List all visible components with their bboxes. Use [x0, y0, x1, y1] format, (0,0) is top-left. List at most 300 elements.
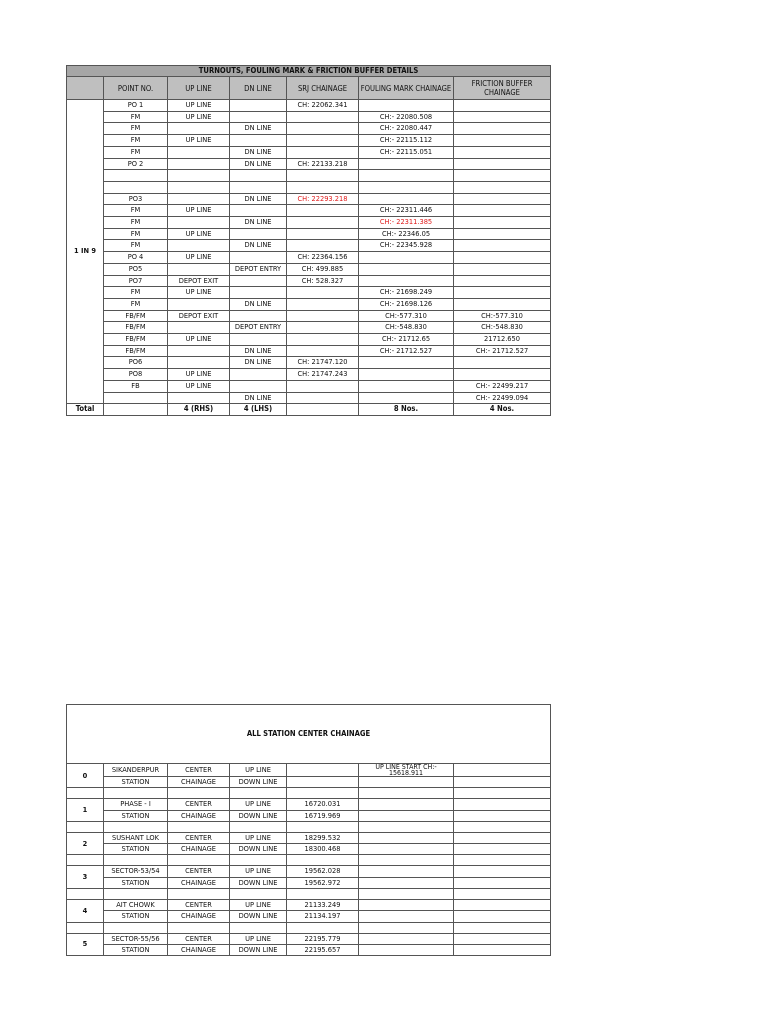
- table-cell: [359, 777, 454, 788]
- up-line-label: UP LINE: [230, 933, 287, 944]
- station-row: [67, 933, 551, 944]
- up-line-label: UP LINE: [230, 900, 287, 911]
- table-cell: PO 1: [104, 100, 168, 112]
- table-cell: [168, 357, 230, 369]
- table-cell: [287, 287, 359, 299]
- table-cell: [230, 205, 287, 217]
- station-note: [359, 866, 454, 877]
- station-row: [67, 799, 551, 810]
- table-cell: [168, 217, 230, 229]
- down-chainage: 22195.657: [287, 944, 359, 955]
- table-cell: [168, 123, 230, 135]
- table-cell: [287, 170, 359, 182]
- table-cell: [287, 205, 359, 217]
- table-cell: [104, 404, 168, 416]
- table-cell: [359, 170, 454, 182]
- table-cell: [287, 123, 359, 135]
- table-cell: [230, 252, 287, 264]
- table-cell: DN LINE: [230, 298, 287, 310]
- station-index: 4: [67, 900, 104, 923]
- table-cell: [168, 392, 230, 404]
- table-row: [67, 298, 551, 310]
- table-cell: [168, 263, 230, 275]
- table-cell: CH: 21747.243: [287, 369, 359, 381]
- chainage-label: CHAINAGE: [168, 944, 230, 955]
- table-cell: [230, 111, 287, 123]
- down-line-label: DOWN LINE: [230, 911, 287, 922]
- down-line-label: DOWN LINE: [230, 844, 287, 855]
- table-cell: [230, 135, 287, 147]
- table-cell: [230, 275, 287, 287]
- total-up: 4 (RHS): [168, 404, 230, 416]
- center-label: CENTER: [168, 832, 230, 843]
- table-cell: FM: [104, 123, 168, 135]
- table-cell: [287, 404, 359, 416]
- spacer-cell: [104, 821, 168, 832]
- table-cell: [359, 877, 454, 888]
- station-name: SECTOR-55/56: [104, 933, 168, 944]
- table-cell: CH:- 21698.249: [359, 287, 454, 299]
- column-header: FOULING MARK CHAINAGE: [359, 77, 454, 100]
- table-cell: [359, 252, 454, 264]
- table-cell: [168, 345, 230, 357]
- table-cell: CH:- 22499.094: [454, 392, 551, 404]
- down-chainage: 18300.468: [287, 844, 359, 855]
- table-cell: DEPOT ENTRY: [230, 322, 287, 334]
- table-row: [67, 240, 551, 252]
- spacer-cell: [168, 855, 230, 866]
- total-row: [67, 404, 551, 416]
- table-cell: [230, 380, 287, 392]
- spacer-cell: [104, 922, 168, 933]
- spacer-cell: [168, 788, 230, 799]
- down-line-label: DOWN LINE: [230, 944, 287, 955]
- table-cell: [454, 263, 551, 275]
- table-cell: [230, 181, 287, 193]
- table-cell: [287, 298, 359, 310]
- table-cell: CH: 22364.156: [287, 252, 359, 264]
- up-line-label: UP LINE: [230, 764, 287, 777]
- table-cell: CH:-577.310: [454, 310, 551, 322]
- table-row: [67, 334, 551, 346]
- table-cell: FB/FM: [104, 310, 168, 322]
- spacer-row: [67, 922, 551, 933]
- spacer-cell: [359, 855, 454, 866]
- chainage-label: CHAINAGE: [168, 810, 230, 821]
- table-cell: CH: 21747.120: [287, 357, 359, 369]
- table-cell: CH:-577.310: [359, 310, 454, 322]
- table-cell: [454, 111, 551, 123]
- spacer-cell: [287, 922, 359, 933]
- spacer-cell: [287, 788, 359, 799]
- table-cell: DN LINE: [230, 357, 287, 369]
- down-chainage: [287, 777, 359, 788]
- table-cell: [454, 810, 551, 821]
- table-row: [67, 287, 551, 299]
- table-cell: [454, 799, 551, 810]
- total-fb: 4 Nos.: [454, 404, 551, 416]
- table-cell: FM: [104, 298, 168, 310]
- table-cell: [230, 287, 287, 299]
- table-cell: CH:- 22345.928: [359, 240, 454, 252]
- table-row: [67, 181, 551, 193]
- station-note: [359, 832, 454, 843]
- table-cell: CH:- 22311.446: [359, 205, 454, 217]
- center-label: CENTER: [168, 866, 230, 877]
- table-cell: CH:- 22115.051: [359, 146, 454, 158]
- table-cell: 21712.650: [454, 334, 551, 346]
- up-chainage: 16720.031: [287, 799, 359, 810]
- chainage-label: CHAINAGE: [168, 844, 230, 855]
- up-line-label: UP LINE: [230, 799, 287, 810]
- table-cell: CH:- 22499.217: [454, 380, 551, 392]
- spacer-cell: [168, 821, 230, 832]
- station-suffix: STATION: [104, 911, 168, 922]
- table-cell: FM: [104, 135, 168, 147]
- table-cell: FM: [104, 205, 168, 217]
- table-cell: [454, 275, 551, 287]
- table-cell: [359, 193, 454, 205]
- spacer-row: [67, 788, 551, 799]
- column-header: SRJ CHAINAGE: [287, 77, 359, 100]
- spacer-row: [67, 889, 551, 900]
- table-cell: [454, 369, 551, 381]
- spacer-cell: [359, 788, 454, 799]
- station-index: 3: [67, 866, 104, 889]
- table-cell: [287, 310, 359, 322]
- table-cell: DN LINE: [230, 158, 287, 170]
- down-chainage: 19562.972: [287, 877, 359, 888]
- table-cell: DEPOT ENTRY: [230, 263, 287, 275]
- table-cell: [230, 334, 287, 346]
- table-cell: [454, 193, 551, 205]
- up-line-label: UP LINE: [230, 866, 287, 877]
- table-cell: [454, 170, 551, 182]
- table-cell: [230, 369, 287, 381]
- center-label: CENTER: [168, 933, 230, 944]
- table-row: [67, 369, 551, 381]
- table-cell: [359, 944, 454, 955]
- table-cell: CH:- 22311.385: [359, 217, 454, 229]
- column-header: UP LINE: [168, 77, 230, 100]
- table-cell: PO8: [104, 369, 168, 381]
- table-cell: [168, 146, 230, 158]
- table-cell: [359, 810, 454, 821]
- table-cell: DEPOT EXIT: [168, 310, 230, 322]
- table-cell: UP LINE: [168, 369, 230, 381]
- table-header-row: [67, 77, 551, 100]
- table-cell: [287, 345, 359, 357]
- table-cell: [454, 252, 551, 264]
- table-row: [67, 310, 551, 322]
- spacer-row: [67, 855, 551, 866]
- table-cell: [287, 135, 359, 147]
- station-row: [67, 777, 551, 788]
- table-cell: [454, 764, 551, 777]
- down-line-label: DOWN LINE: [230, 877, 287, 888]
- table-cell: [454, 866, 551, 877]
- table-row: [67, 111, 551, 123]
- center-label: CENTER: [168, 900, 230, 911]
- table-row: [67, 123, 551, 135]
- up-line-label: UP LINE: [230, 832, 287, 843]
- down-line-label: DOWN LINE: [230, 777, 287, 788]
- spacer-cell: [287, 821, 359, 832]
- spacer-cell: [359, 821, 454, 832]
- table-cell: DN LINE: [230, 217, 287, 229]
- table-cell: [168, 240, 230, 252]
- table-cell: [287, 392, 359, 404]
- table-cell: [168, 158, 230, 170]
- table-cell: [359, 158, 454, 170]
- table-cell: [230, 228, 287, 240]
- turnouts-table: [66, 65, 551, 416]
- table-cell: DN LINE: [230, 123, 287, 135]
- station-index: 5: [67, 933, 104, 956]
- spacer-cell: [104, 788, 168, 799]
- station-note: [359, 933, 454, 944]
- table-cell: CH:-548.830: [359, 322, 454, 334]
- table-cell: FB/FM: [104, 345, 168, 357]
- spacer-cell: [104, 889, 168, 900]
- table-row: [67, 170, 551, 182]
- station-row: [67, 877, 551, 888]
- table-cell: CH: 22062.341: [287, 100, 359, 112]
- group-label: 1 IN 9: [67, 100, 104, 404]
- table-cell: [287, 217, 359, 229]
- station-chainage-table: [66, 704, 551, 956]
- spacer-cell: [230, 855, 287, 866]
- station-name: SECTOR-53/54: [104, 866, 168, 877]
- chainage-label: CHAINAGE: [168, 911, 230, 922]
- table-cell: DEPOT EXIT: [168, 275, 230, 287]
- up-chainage: [287, 764, 359, 777]
- up-chainage: 18299.532: [287, 832, 359, 843]
- table-row: [67, 357, 551, 369]
- table-cell: [287, 322, 359, 334]
- table-cell: CH:- 21712.65: [359, 334, 454, 346]
- spacer-cell: [454, 788, 551, 799]
- table-cell: [454, 877, 551, 888]
- table-cell: CH: 22133.218: [287, 158, 359, 170]
- down-line-label: DOWN LINE: [230, 810, 287, 821]
- table-cell: [168, 298, 230, 310]
- station-row: [67, 810, 551, 821]
- table-cell: PO 2: [104, 158, 168, 170]
- table-cell: FM: [104, 217, 168, 229]
- table-title-row: [67, 66, 551, 77]
- station-row: [67, 866, 551, 877]
- spacer-cell: [230, 821, 287, 832]
- table-cell: [168, 181, 230, 193]
- table-title: TURNOUTS, FOULING MARK & FRICTION BUFFER DETAILS: [67, 66, 551, 77]
- table-cell: [454, 298, 551, 310]
- table-cell: [287, 181, 359, 193]
- table-cell: [359, 380, 454, 392]
- table-cell: [359, 100, 454, 112]
- spacer-cell: [454, 821, 551, 832]
- up-chainage: 21133.249: [287, 900, 359, 911]
- table-cell: UP LINE: [168, 100, 230, 112]
- table-cell: [287, 111, 359, 123]
- table-cell: CH:- 22080.447: [359, 123, 454, 135]
- table-cell: UP LINE: [168, 228, 230, 240]
- table-cell: [454, 933, 551, 944]
- spacer-cell: [67, 788, 104, 799]
- table-row: [67, 100, 551, 112]
- spacer-cell: [67, 855, 104, 866]
- station-row: [67, 900, 551, 911]
- table-row: [67, 345, 551, 357]
- table-cell: [454, 205, 551, 217]
- station-row: [67, 844, 551, 855]
- table-row: [67, 252, 551, 264]
- station-suffix: STATION: [104, 944, 168, 955]
- table-cell: [104, 181, 168, 193]
- table-cell: FM: [104, 240, 168, 252]
- table-cell: [359, 275, 454, 287]
- table-row: [67, 205, 551, 217]
- table-cell: FB: [104, 380, 168, 392]
- table-cell: UP LINE: [168, 111, 230, 123]
- table-row: [67, 392, 551, 404]
- table-cell: FB/FM: [104, 334, 168, 346]
- table-cell: UP LINE: [168, 287, 230, 299]
- table-cell: PO5: [104, 263, 168, 275]
- table-cell: CH: 528.327: [287, 275, 359, 287]
- spacer-cell: [287, 855, 359, 866]
- table-cell: [454, 181, 551, 193]
- station-name: SUSHANT LOK: [104, 832, 168, 843]
- up-chainage: 22195.779: [287, 933, 359, 944]
- station-name: AIT CHOWK: [104, 900, 168, 911]
- table-cell: DN LINE: [230, 392, 287, 404]
- table-cell: [454, 777, 551, 788]
- table-cell: [287, 380, 359, 392]
- table-cell: [359, 357, 454, 369]
- table-cell: [104, 392, 168, 404]
- station-suffix: STATION: [104, 844, 168, 855]
- table-cell: [168, 170, 230, 182]
- table-cell: FM: [104, 111, 168, 123]
- station-row: [67, 944, 551, 955]
- table-cell: PO7: [104, 275, 168, 287]
- table-cell: [454, 944, 551, 955]
- total-dn: 4 (LHS): [230, 404, 287, 416]
- header-blank: [67, 77, 104, 100]
- table-row: [67, 158, 551, 170]
- table-cell: [359, 911, 454, 922]
- down-chainage: 21134.197: [287, 911, 359, 922]
- table-cell: UP LINE: [168, 252, 230, 264]
- table-cell: PO6: [104, 357, 168, 369]
- table-cell: [454, 900, 551, 911]
- down-chainage: 16719.969: [287, 810, 359, 821]
- table-cell: FM: [104, 146, 168, 158]
- center-label: CENTER: [168, 799, 230, 810]
- table-cell: [454, 123, 551, 135]
- spacer-cell: [454, 889, 551, 900]
- spacer-cell: [168, 922, 230, 933]
- table-cell: DN LINE: [230, 193, 287, 205]
- station-row: [67, 911, 551, 922]
- table-cell: [454, 135, 551, 147]
- table-cell: [230, 170, 287, 182]
- table-cell: [104, 170, 168, 182]
- table-cell: [454, 146, 551, 158]
- spacer-cell: [359, 889, 454, 900]
- table-cell: DN LINE: [230, 345, 287, 357]
- spacer-cell: [67, 889, 104, 900]
- station-suffix: STATION: [104, 810, 168, 821]
- station-note: UP LINE START CH:- 15618.911: [359, 764, 454, 777]
- table-cell: FM: [104, 287, 168, 299]
- table-cell: [454, 217, 551, 229]
- chainage-label: CHAINAGE: [168, 777, 230, 788]
- table-cell: [359, 392, 454, 404]
- table-cell: [454, 287, 551, 299]
- spacer-cell: [168, 889, 230, 900]
- table-cell: CH:- 22080.508: [359, 111, 454, 123]
- table-cell: [359, 263, 454, 275]
- table-cell: [168, 193, 230, 205]
- table-cell: [287, 334, 359, 346]
- spacer-cell: [454, 855, 551, 866]
- table-row: [67, 146, 551, 158]
- table-cell: UP LINE: [168, 380, 230, 392]
- table-cell: [230, 310, 287, 322]
- table-cell: [287, 228, 359, 240]
- station-index: 2: [67, 832, 104, 855]
- table-row: [67, 217, 551, 229]
- chainage-label: CHAINAGE: [168, 877, 230, 888]
- table-row: [67, 322, 551, 334]
- table-cell: [454, 844, 551, 855]
- table-cell: [359, 181, 454, 193]
- station-index: 1: [67, 799, 104, 822]
- table-cell: [454, 832, 551, 843]
- station-note: [359, 900, 454, 911]
- table-cell: UP LINE: [168, 135, 230, 147]
- center-label: CENTER: [168, 764, 230, 777]
- table-cell: CH:-548.830: [454, 322, 551, 334]
- table-cell: [230, 100, 287, 112]
- station-note: [359, 799, 454, 810]
- table-cell: [454, 357, 551, 369]
- column-header: POINT NO.: [104, 77, 168, 100]
- table-cell: CH:- 22115.112: [359, 135, 454, 147]
- table-cell: CH:- 21712.527: [359, 345, 454, 357]
- spacer-cell: [67, 922, 104, 933]
- table-row: [67, 380, 551, 392]
- station-suffix: STATION: [104, 877, 168, 888]
- station-name: PHASE - I: [104, 799, 168, 810]
- table-cell: CH: 22293.218: [287, 193, 359, 205]
- spacer-cell: [230, 889, 287, 900]
- table-cell: [359, 844, 454, 855]
- column-header: FRICTION BUFFER CHAINAGE: [454, 77, 551, 100]
- table-cell: PO3: [104, 193, 168, 205]
- spacer-cell: [454, 922, 551, 933]
- table-cell: [287, 240, 359, 252]
- table-row: [67, 275, 551, 287]
- table-cell: PO 4: [104, 252, 168, 264]
- table-cell: DN LINE: [230, 240, 287, 252]
- total-fm: 8 Nos.: [359, 404, 454, 416]
- table-cell: [168, 322, 230, 334]
- table-cell: CH:- 21712.527: [454, 345, 551, 357]
- table-title: ALL STATION CENTER CHAINAGE: [67, 705, 551, 764]
